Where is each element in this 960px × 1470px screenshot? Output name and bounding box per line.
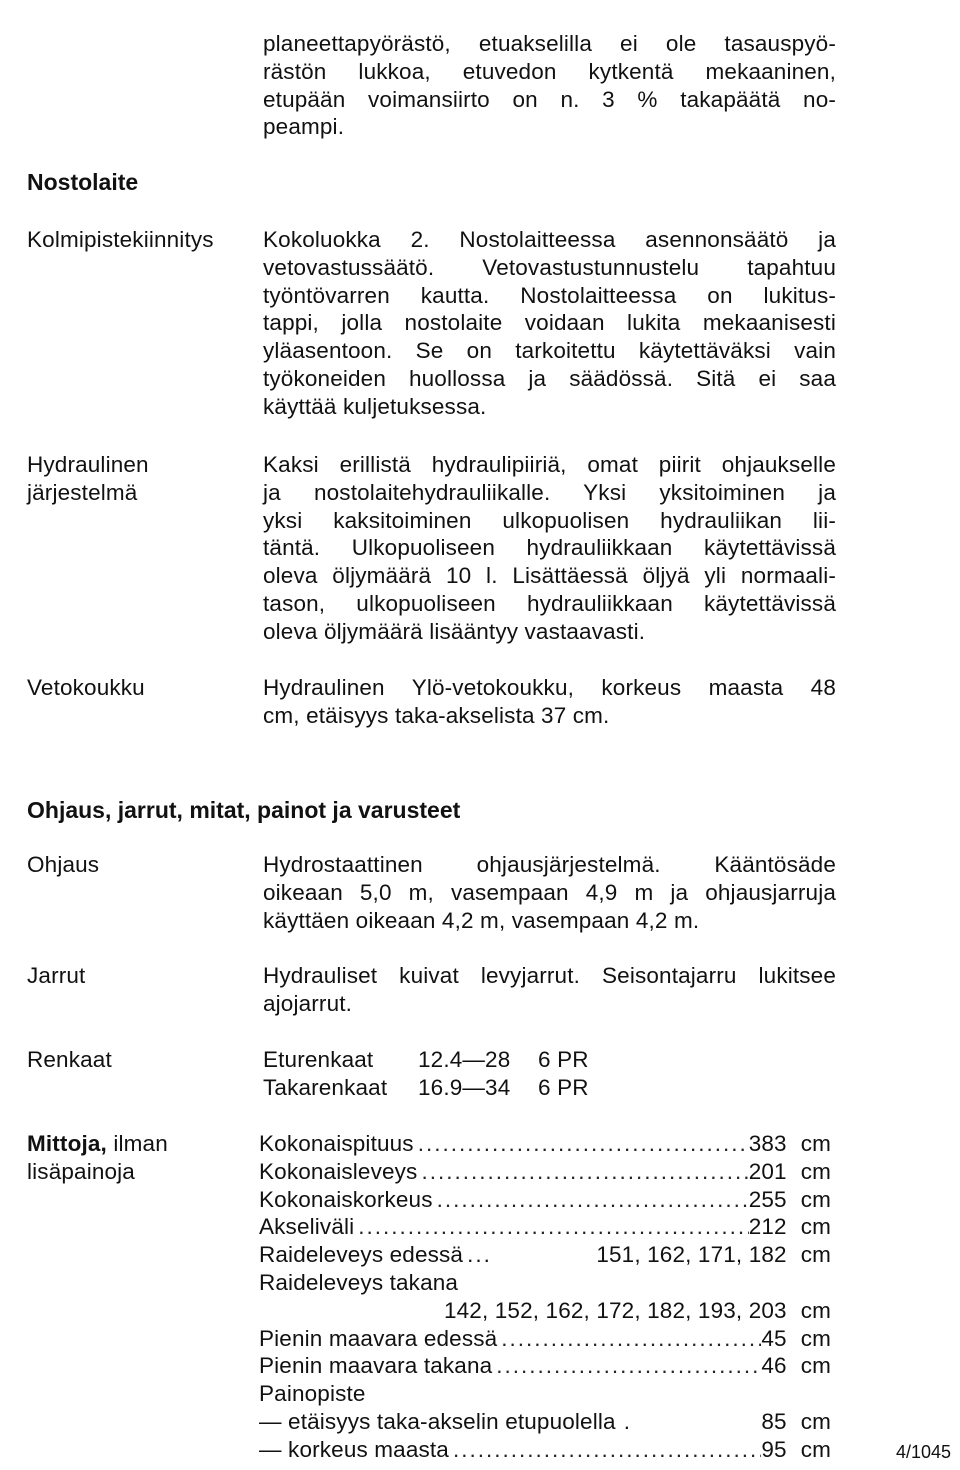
tire-name: Eturenkaat [263, 1047, 374, 1072]
value-number: 383 [748, 1131, 787, 1156]
value-unit: cm [800, 1297, 831, 1323]
dimension-value [749, 1186, 831, 1214]
dot-leader [414, 1130, 749, 1158]
dot-leader: . [623, 1408, 631, 1434]
value-number: 95 [761, 1436, 787, 1462]
text-line: etupään voimansiirto on n. 3 % takapäätä no- [263, 86, 836, 112]
tire-ply: 6 PR [538, 1074, 589, 1100]
dot-leader [417, 1158, 748, 1186]
text-line: tappi, jolla nostolaite voidaan lukita mekaanisesti [263, 310, 836, 336]
tire-size: 16.9—34 [418, 1074, 511, 1100]
value-unit: cm [800, 1131, 831, 1156]
value-unit: cm [800, 1353, 831, 1379]
dimension-value [749, 1158, 831, 1186]
value-number: 201 [748, 1158, 787, 1184]
label-jarrut: Jarrut [27, 963, 86, 988]
paragraph-kolmipistekiinnitys [263, 226, 836, 421]
label-kolmipistekiinnitys [27, 226, 214, 254]
dimension-label: — etäisyys taka-akselin etupuolella [259, 1408, 616, 1434]
value-number: 45 [761, 1325, 787, 1351]
value-unit: cm [800, 1158, 831, 1184]
text-line: Hydraulinen Ylö-vetokoukku, korkeus maasta 48 [263, 675, 836, 700]
dot-leader [492, 1352, 761, 1380]
dot-leader [497, 1325, 761, 1353]
label-bold: Mittoja, [27, 1131, 107, 1156]
text-line: ajojarrut. [263, 990, 353, 1016]
dot-leader [433, 1186, 749, 1214]
value-number: 85 [761, 1408, 787, 1434]
dimension-row [259, 1186, 831, 1214]
dimension-row [259, 1380, 831, 1408]
dimension-value [749, 1130, 831, 1158]
text-line: Hydrostaattinen ohjausjärjestelmä. Kääntösäde [263, 852, 836, 877]
dimension-value [444, 1297, 831, 1325]
dimension-label: Kokonaiskorkeus [259, 1186, 433, 1212]
label-line: järjestelmä [27, 479, 138, 505]
dimension-row [259, 1130, 831, 1158]
paragraph-ohjaus [263, 851, 836, 934]
value-number: 212 [748, 1214, 787, 1240]
dimension-label: Pienin maavara edessä [259, 1325, 498, 1351]
label-mittoja [27, 1130, 168, 1186]
tire-name: Takarenkaat [263, 1074, 388, 1100]
dimension-row [259, 1436, 831, 1464]
tire-table [263, 1046, 836, 1102]
paragraph-jarrut [263, 962, 836, 1018]
text-line: peampi. [263, 114, 345, 140]
dimension-row [259, 1408, 831, 1436]
label-line [27, 1130, 168, 1158]
text-line: Kokoluokka 2. Nostolaitteessa asennonsäätö ja [263, 227, 836, 252]
text-line: cm, etäisyys taka-akselista 37 cm. [263, 702, 610, 728]
dimension-row [259, 1297, 831, 1325]
dimension-row [259, 1213, 831, 1241]
text-line: tason, ulkopuoliseen hydrauliikkaan käytettävissä [263, 590, 836, 616]
value-unit: cm [800, 1408, 831, 1434]
dot-leader [449, 1436, 761, 1464]
text-line: oleva öljymäärä lisääntyy vastaavasti. [263, 618, 646, 644]
value-number: 255 [748, 1186, 787, 1212]
dimension-value [761, 1408, 831, 1436]
text-line: yksi kaksitoiminen ulkopuolisen hydrauliikan lii- [263, 507, 836, 533]
section-heading-ohjaus: Ohjaus, jarrut, mitat, painot ja varusteet [27, 797, 461, 823]
page-number: 4/1045 [896, 1442, 952, 1462]
dimension-label: Raideleveys takana [259, 1269, 459, 1295]
dot-leader: ... [467, 1242, 492, 1268]
text-line: täntä. Ulkopuoliseen hydrauliikkaan käytettävissä [263, 535, 836, 561]
text-line: yläasentoon. Se on tarkoitettu käytettäväksi vain [263, 338, 836, 364]
value-number: 46 [761, 1353, 787, 1379]
dimension-value [761, 1352, 831, 1380]
label-line: lisäpainoja [27, 1158, 135, 1184]
dimension-row [259, 1325, 831, 1353]
value-unit: cm [800, 1186, 831, 1212]
paragraph-hydraulinen-jarjestelma [263, 451, 836, 646]
label-ohjaus: Ohjaus [27, 852, 100, 877]
text-line: Kaksi erillistä hydraulipiiriä, omat piirit ohjaukselle [263, 452, 836, 477]
label-vetokoukku [27, 674, 145, 702]
text-line: työkoneiden huollossa ja säädössä. Sitä ei saa [263, 365, 836, 391]
dimension-label: Raideleveys edessä [259, 1242, 464, 1268]
text-line: vetovastussäätö. Vetovastustunnustelu tapahtuu [263, 254, 836, 280]
value-number: 142, 152, 162, 172, 182, 193, 203 [443, 1297, 787, 1323]
text-line: oikeaan 5,0 m, vasempaan 4,9 m ja ohjausjarruja [263, 879, 836, 905]
text-line: käyttäen oikeaan 4,2 m, vasempaan 4,2 m. [263, 907, 700, 933]
dimension-value [761, 1436, 831, 1464]
value-unit: cm [800, 1325, 831, 1351]
dimensions-table [259, 1130, 831, 1464]
text-line: ja nostolaitehydrauliikalle. Yksi yksitoiminen ja [263, 479, 836, 505]
text-line: oleva öljymäärä 10 l. Lisättäessä öljyä yli normaali- [263, 563, 836, 589]
text-line: rästön lukkoa, etuvedon kytkentä mekaaninen, [263, 58, 836, 84]
value-unit: cm [800, 1436, 831, 1462]
tire-size: 12.4—28 [418, 1047, 511, 1072]
tire-row-front [263, 1046, 836, 1074]
text-line: planeettapyörästö, etuakselilla ei ole tasauspyö- [263, 31, 836, 56]
dimension-value [749, 1213, 831, 1241]
label-line: Kolmipistekiinnitys [27, 227, 214, 252]
dot-leader [354, 1213, 748, 1241]
dimension-row [259, 1352, 831, 1380]
dimension-label: — korkeus maasta [259, 1436, 449, 1462]
value-number: 151, 162, 171, 182 [596, 1242, 787, 1268]
text-line: Hydrauliset kuivat levyjarrut. Seisontajarru lukitsee [263, 963, 836, 988]
intro-paragraph [263, 30, 836, 141]
tire-ply: 6 PR [538, 1047, 589, 1072]
tire-row-rear [263, 1074, 836, 1102]
dimension-label: Pienin maavara takana [259, 1353, 493, 1379]
dimension-row [259, 1269, 831, 1297]
label-renkaat: Renkaat [27, 1047, 112, 1072]
dimension-row [259, 1158, 831, 1186]
section-heading-nostolaite: Nostolaite [27, 169, 139, 195]
dimension-value [596, 1241, 831, 1269]
dimension-value [761, 1325, 831, 1353]
dimension-row [259, 1241, 831, 1269]
value-unit: cm [800, 1242, 831, 1268]
label-hydraulinen-jarjestelma [27, 451, 149, 507]
label-line: Hydraulinen [27, 452, 149, 477]
paragraph-vetokoukku [263, 674, 836, 730]
text-line: käyttää kuljetuksessa. [263, 393, 487, 419]
dimension-label: Painopiste [259, 1381, 366, 1407]
dimension-label: Kokonaisleveys [259, 1158, 418, 1184]
dimension-label: Kokonaispituus [259, 1131, 414, 1156]
text-line: työntövarren kautta. Nostolaitteessa on lukitus- [263, 282, 836, 308]
value-unit: cm [800, 1214, 831, 1240]
label-rest: ilman [106, 1131, 168, 1156]
label-line: Vetokoukku [27, 675, 145, 700]
dimension-label: Akseliväli [259, 1214, 355, 1240]
